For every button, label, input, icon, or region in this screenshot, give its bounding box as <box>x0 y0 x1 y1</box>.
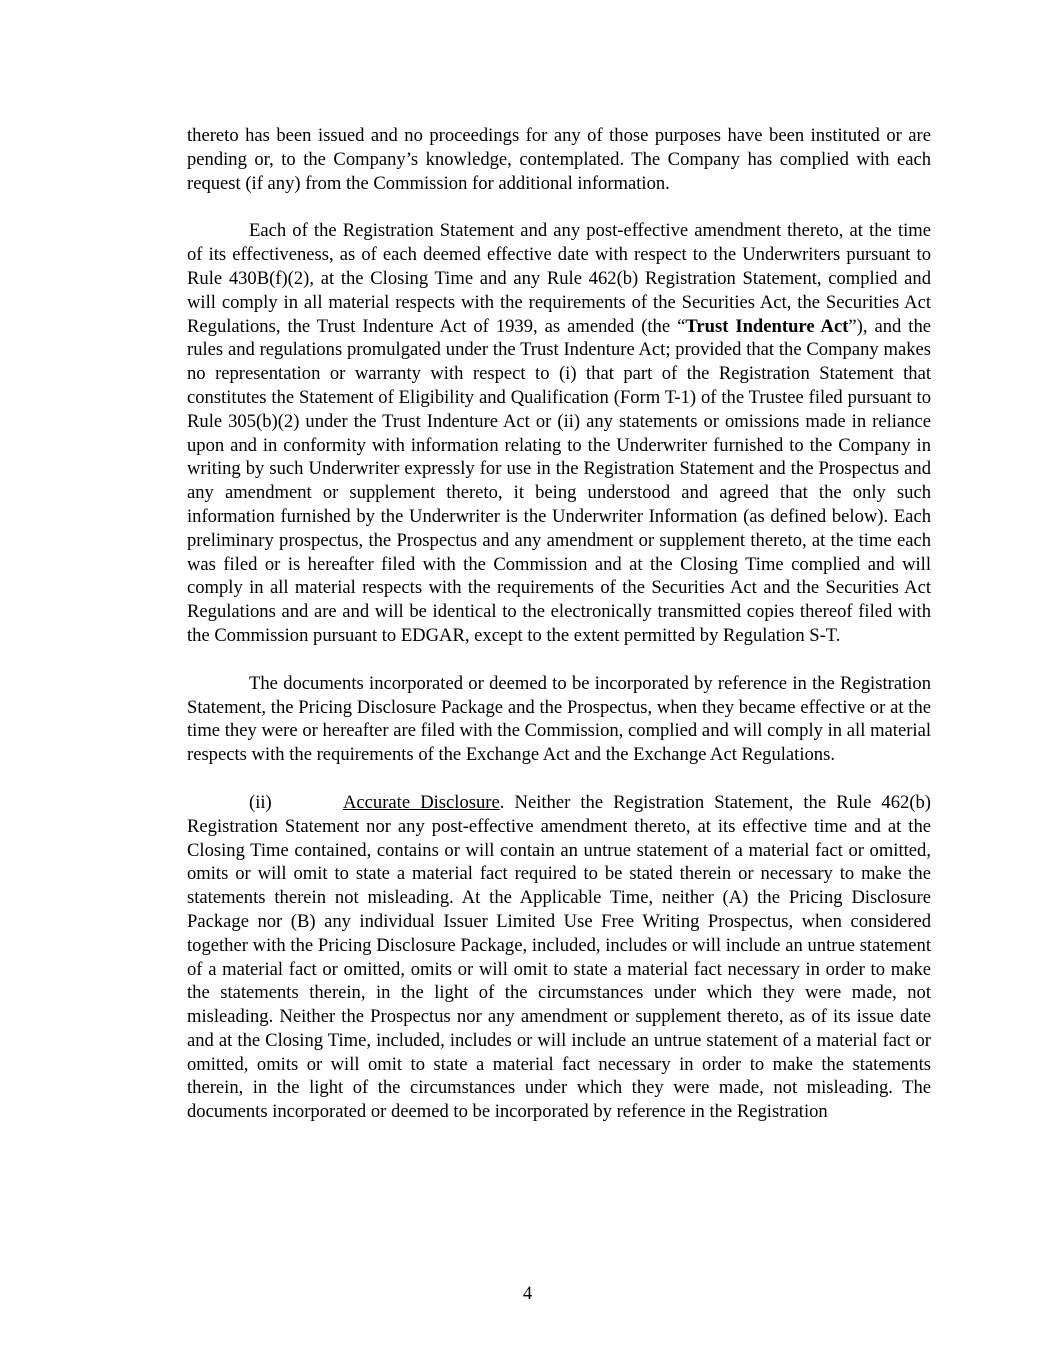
section-heading-accurate-disclosure: Accurate Disclosure <box>343 791 500 813</box>
page-number: 4 <box>522 1283 533 1304</box>
defined-term-trust-indenture-act: Trust Indenture Act <box>685 315 849 337</box>
paragraph-incorporated-documents: The documents incorporated or deemed to be incorporated by reference in the Registration Statement, the Pricing Disclosure Package and the Prospectus, when they became effective or at the time they were or hereafter are filed with the Commission, complied and will comply in all material respects with the requirements of the Exchange Act and the Exchange Act Regulations. <box>187 672 931 766</box>
section-number: (ii) <box>249 791 272 813</box>
page-body <box>187 124 931 1148</box>
paragraph-text-before-term: Each of the Registration Statement and any post-effective amendment thereto, at the time of its effectiveness, as of each deemed effective date with respect to the Underwriters pursuant to Rule 430B(f)(2), at the Closing Time and any Rule 462(b) Registration Statement, complied and will comply in all material respects with the requirements of the Securities Act, the Securities Act Regulations, the Trust Indenture Act of 1939, as amended (the “ <box>187 220 931 337</box>
paragraph-text-after-term: ”), and the rules and regulations promulgated under the Trust Indenture Act; provided that the Company makes no representation or warranty with respect to (i) that part of the Registration Statement that constitutes the Statement of Eligibility and Qualification (Form T-1) of the Trustee filed pursuant to Rule 305(b)(2) under the Trust Indenture Act or (ii) any statements or omissions made in reliance upon and in conformity with information relating to the Underwriter furnished to the Company in writing by such Underwriter expressly for use in the Registration Statement and the Prospectus and any amendment or supplement thereto, it being understood and agreed that the only such information furnished by the Underwriter is the Underwriter Information (as defined below). Each preliminary prospectus, the Prospectus and any amendment or supplement thereto, at the time each was filed or is hereafter filed with the Commission and at the Closing Time complied and will comply in all material respects with the requirements of the Securities Act and the Securities Act Regulations and are and will be identical to the electronically transmitted copies thereof filed with the Commission pursuant to EDGAR, except to the extent permitted by Regulation S-T. <box>187 315 932 646</box>
paragraph-continuation: thereto has been issued and no proceedings for any of those purposes have been instituted or are pending or, to the Company’s knowledge, contemplated. The Company has complied with each request (if any) from the Commission for additional information. <box>187 125 931 194</box>
paragraph-registration-statement-compliance <box>187 219 931 647</box>
section-body-text: . Neither the Registration Statement, the Rule 462(b) Registration Statement nor any post-effective amendment thereto, at its effective time and at the Closing Time contained, contains or will contain an untrue statement of a material fact or omitted, omits or will omit to state a material fact required to be stated therein or necessary to make the statements therein not misleading. At the Applicable Time, neither (A) the Pricing Disclosure Package nor (B) any individual Issuer Limited Use Free Writing Prospectus, when considered together with the Pricing Disclosure Package, included, includes or will include an untrue statement of a material fact or omitted, omits or will omit to state a material fact necessary in order to make the statements therein, in the light of the circumstances under which they were made, not misleading. Neither the Prospectus nor any amendment or supplement thereto, as of its issue date and at the Closing Time, included, includes or will include an untrue statement of a material fact or omitted, omits or will omit to state a material fact necessary in order to make the statements therein, in the light of the circumstances under which they were made, not misleading. The documents incorporated or deemed to be incorporated by reference in the Registration <box>187 791 932 1123</box>
paragraph-accurate-disclosure <box>187 791 931 1124</box>
